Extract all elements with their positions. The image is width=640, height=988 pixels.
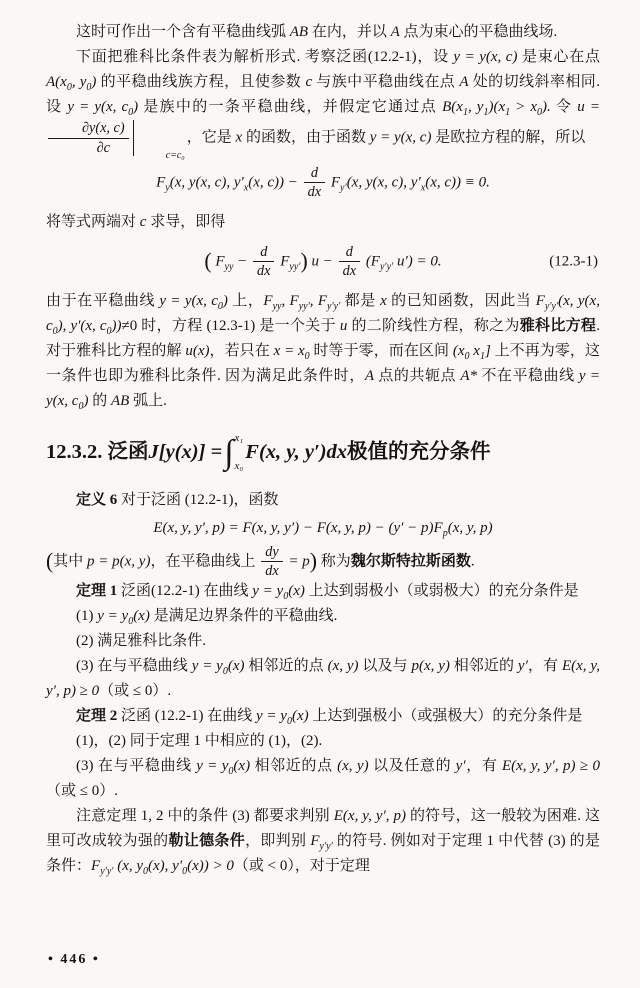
definition-6-lead: 定义 6 对于泛函 (12.2-1)，函数 xyxy=(76,491,279,508)
equation-jacobi xyxy=(46,244,600,280)
theorem-2-item-3: (3) 在与平稳曲线 $y = y_0(x)$ 相邻近的点 (x, y) 以及任意的 y′，有 E(x, y, y′, p) ≥ 0（或 ≤ 0）. xyxy=(46,758,600,800)
equation-weierstrass-body: E(x, y, y′, p) = F(x, y, y′) − F(x, y, $p) - (y' - p)F_p(x$, y, p) xyxy=(153,519,493,539)
page-number: • 446 • xyxy=(48,952,100,967)
equation-euler-body: $F_y(x$, y(x, c), $y'_x(x$, c)) − $\frac{d}{dx}$ $F_{y'}(x$, y(x, c), $y'_x(x$, c)) ≡ 0. xyxy=(156,165,490,201)
paragraph-jacobi-equation: 由于在平稳曲线 y = y(x, $c_0$) 上，$F_{yy}$, $F_{yy'}$, $F_{y'y'}$ 都是 x 的已知函数，因此当 $F_{y'y'}(x$, y(x, $c_0$), y′(x, $c_0))\ne 0$ 时，方程 (12.3-1) 是一个关于 u 的二阶线性方程，称之为雅科比方程. 对于雅科比方程的解 u(x)，若只在 $x = x_0$ 时等于零，而在区间 ($x_0$ $x_1$] 上不再为零，这一条件也即为雅科比条件. 因为满足此条件时，A 点的共轭点 A* 不在平稳曲线 y = y(x, $c_0$) 的 AB 弧上. xyxy=(46,292,600,412)
note-paragraph: 注意定理 1, 2 中的条件 (3) 都要求判别 E(x, y, y′, p) 的符号，这一般较为困难. 这里可改成较为强的勒让德条件，即判别 $F_{y'y'}$ 的符号. 例如对于定理 1 中代替 (3) 的是条件：$F_{y'y'}$ (x, $y_0(x)$, $y'_0(x)) > 0$（或 < 0），对于定理 xyxy=(46,808,600,878)
paragraph-derive: 将等式两端对 c 求导，即得 xyxy=(46,213,226,230)
equation-jacobi-body: ( $F_{yy}$ − $\frac{d}{dx}$ $F_{yy'}$) u − $\frac{d}{dx}$ ($F_{y'y'}$ u′) = 0. xyxy=(204,243,442,280)
weierstrass-note: (其中 p = p(x, y)，在平稳曲线上 $\frac{dy}{dx}$ = p) 称为魏尔斯特拉斯函数. xyxy=(46,543,475,579)
theorem-2-lead: 定理 2 泛函 (12.2-1) 在曲线 $y = y_0(x)$ 上达到强极小（或强极大）的充分条件是 xyxy=(76,708,583,728)
theorem-1-item-2: (2) 满足雅科比条件. xyxy=(76,633,206,650)
theorem-2-item-1: (1)，(2) 同于定理 1 中相应的 (1)，(2). xyxy=(76,733,323,750)
theorem-1-item-3: (3) 在与平稳曲线 $y = y_0(x)$ 相邻近的点 (x, y) 以及与 p(x, y) 相邻近的 y′，有 E(x, y, y′, p) ≥ 0（或 ≤ 0）. xyxy=(46,658,600,700)
equation-number: (12.3-1) xyxy=(549,253,598,270)
theorem-1-item-1: (1) $y = y_0(x)$ 是满足边界条件的平稳曲线. xyxy=(76,608,338,628)
section-heading-12-3-2: 12.3.2. 泛函 J[y(x)] = ∫ x₁ x₀ F(x, y, y′)dx 极值的充分条件 xyxy=(46,431,491,472)
paragraph-intro: 这时可作出一个含有平稳曲线弧 AB 在内，并以 A 点为束心的平稳曲线场. xyxy=(76,24,558,40)
equation-weierstrass xyxy=(46,516,600,541)
paragraph-jacobi-analytic: 下面把雅科比条件表为解析形式. 考察泛函(12.2-1)，设 y = y(x, c) 是束心在点 $A(x_0$, $y_0$) 的平稳曲线族方程，且使参数 c 与族中平稳曲线在点 A 处的切线斜率相同. 设 y = y(x, $c_0$) 是族中的一条平稳曲线，并假定它通过点 $B(x_1$, $y_1)(x_1 > x_0)$. 令 u = $\frac{\partial y(x, c)}{\partial c}$ c=c₀ ，它是 x 的函数，由于函数 y = y(x, c) 是欧拉方程的解，所以 xyxy=(46,49,600,161)
theorem-1-lead: 定理 1 泛函(12.2-1) 在曲线 $y = y_0(x)$ 上达到弱极小（或弱极大）的充分条件是 xyxy=(76,583,579,603)
equation-euler xyxy=(46,165,600,201)
